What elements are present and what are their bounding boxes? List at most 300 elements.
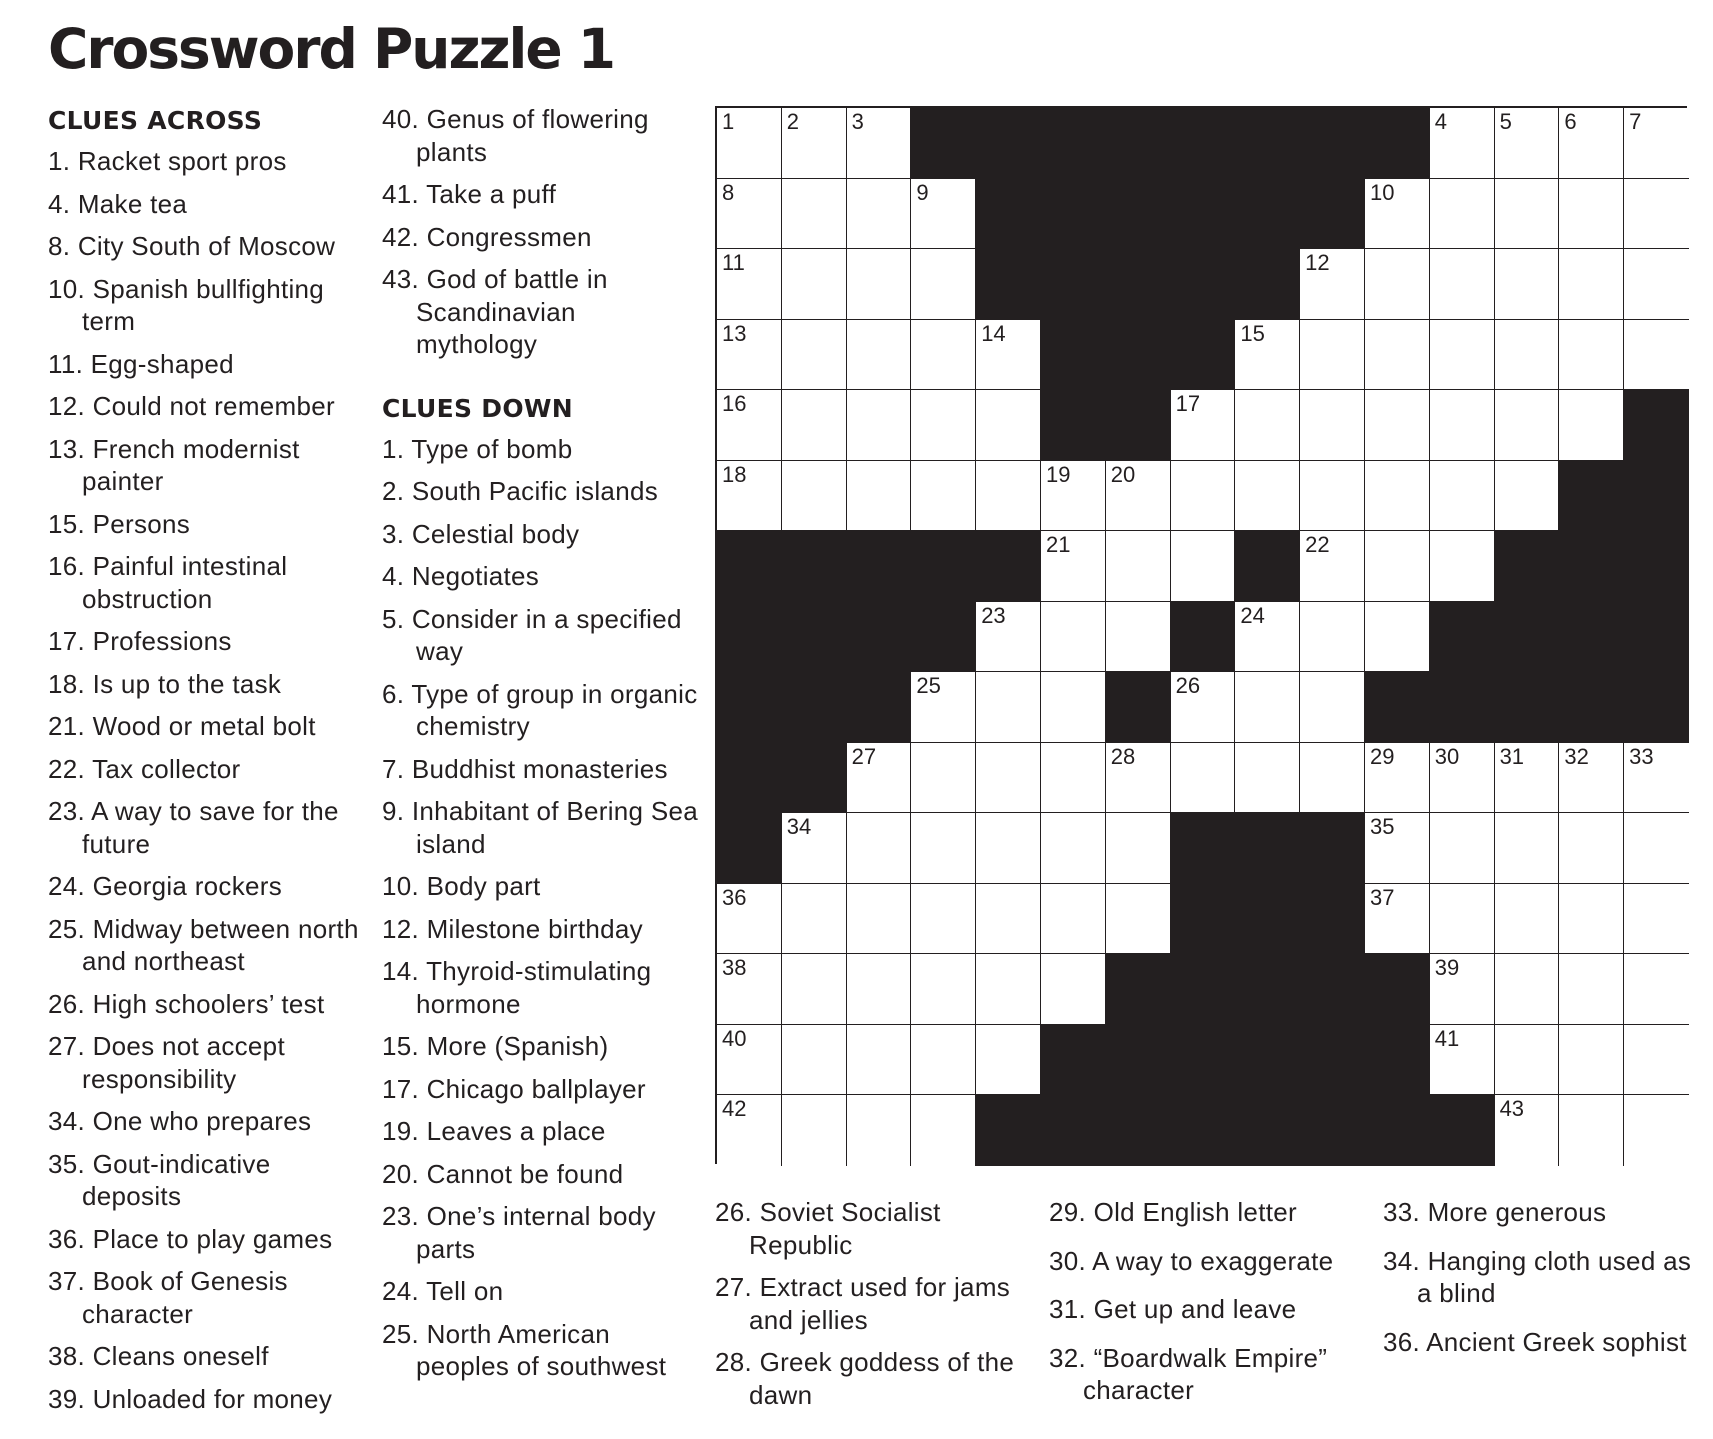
grid-cell[interactable] <box>1495 1025 1560 1096</box>
clue-text: Negotiates <box>411 561 540 591</box>
grid-cell[interactable] <box>847 108 912 179</box>
grid-cell[interactable] <box>976 743 1041 814</box>
grid-block <box>1171 813 1236 884</box>
grid-cell[interactable] <box>782 813 847 884</box>
grid-cell[interactable] <box>1300 461 1365 532</box>
grid-cell[interactable] <box>717 461 782 532</box>
grid-block <box>1041 249 1106 320</box>
across-clue <box>48 1383 360 1416</box>
clue-text: Painful intestinal obstruction <box>82 551 288 614</box>
grid-cell[interactable] <box>1495 108 1560 179</box>
grid-cell[interactable] <box>1365 320 1430 391</box>
grid-cell[interactable] <box>1430 1025 1495 1096</box>
cell-number: 25 <box>916 673 941 699</box>
down-clue <box>715 1346 1045 1411</box>
clue-text: Thyroid-stimulating hormone <box>416 956 652 1019</box>
grid-cell[interactable] <box>1365 884 1430 955</box>
grid-cell[interactable] <box>782 249 847 320</box>
clues-down-heading: CLUES DOWN <box>382 393 573 423</box>
across-clue <box>48 1148 360 1213</box>
grid-cell[interactable] <box>847 954 912 1025</box>
grid-cell[interactable] <box>1624 108 1689 179</box>
grid-cell[interactable] <box>1495 813 1560 884</box>
grid-cell[interactable] <box>782 320 847 391</box>
clue-text: Cannot be found <box>426 1158 624 1189</box>
clue-text: A way to save for the future <box>82 796 339 859</box>
clue-text: One who prepares <box>92 1106 312 1136</box>
grid-block <box>1171 249 1236 320</box>
grid-block <box>1235 1095 1300 1166</box>
clue-number: 13. <box>48 433 93 464</box>
grid-cell[interactable] <box>911 1095 976 1166</box>
grid-block <box>1106 108 1171 179</box>
grid-cell[interactable] <box>1559 813 1624 884</box>
grid-cell[interactable] <box>847 461 912 532</box>
clues-down-column-3 <box>715 1196 1045 1421</box>
grid-cell[interactable] <box>1235 320 1300 391</box>
grid-cell[interactable] <box>1235 390 1300 461</box>
grid-block <box>1235 954 1300 1025</box>
clue-number: 22. <box>48 753 93 784</box>
grid-block <box>1559 672 1624 743</box>
clue-text: More (Spanish) <box>426 1031 609 1061</box>
grid-cell[interactable] <box>976 672 1041 743</box>
grid-cell[interactable] <box>1559 1025 1624 1096</box>
grid-cell[interactable] <box>1235 743 1300 814</box>
grid-cell[interactable] <box>1300 390 1365 461</box>
grid-cell[interactable] <box>1624 320 1689 391</box>
grid-cell[interactable] <box>782 179 847 250</box>
clue-number: 29. <box>1049 1197 1094 1227</box>
grid-cell[interactable] <box>1235 672 1300 743</box>
grid-block <box>717 531 782 602</box>
grid-cell[interactable] <box>847 390 912 461</box>
grid-block <box>717 672 782 743</box>
clue-text: High schoolers’ test <box>92 988 325 1019</box>
grid-cell[interactable] <box>1624 813 1689 884</box>
down-clue <box>1383 1196 1703 1229</box>
clue-number: 33. <box>1383 1197 1428 1227</box>
grid-cell[interactable] <box>782 108 847 179</box>
grid-cell[interactable] <box>847 884 912 955</box>
cell-number: 21 <box>1045 532 1071 558</box>
down-clue <box>382 753 702 786</box>
grid-cell[interactable] <box>1171 531 1236 602</box>
clue-number: 3. <box>382 518 412 549</box>
grid-cell[interactable] <box>1365 249 1430 320</box>
grid-cell[interactable] <box>976 390 1041 461</box>
cell-number: 3 <box>851 109 864 134</box>
across-clue <box>48 870 360 903</box>
down-clue <box>382 560 702 593</box>
clue-number: 36. <box>1383 1326 1427 1357</box>
clue-number: 7. <box>382 753 412 784</box>
grid-cell[interactable] <box>782 884 847 955</box>
clue-text: French modernist painter <box>82 433 300 496</box>
grid-cell[interactable] <box>1300 531 1365 602</box>
clue-text: North American peoples of southwest <box>416 1318 667 1381</box>
grid-cell[interactable] <box>717 108 782 179</box>
clue-text: More generous <box>1427 1197 1607 1227</box>
clue-number: 34. <box>48 1106 93 1136</box>
grid-cell[interactable] <box>1559 179 1624 250</box>
grid-cell[interactable] <box>976 954 1041 1025</box>
clue-number: 25. <box>48 913 93 944</box>
clue-text: Georgia rockers <box>92 871 283 901</box>
grid-cell[interactable] <box>1495 390 1560 461</box>
grid-cell[interactable] <box>1106 461 1171 532</box>
clue-text: Gout-indicative deposits <box>82 1148 271 1211</box>
grid-block <box>782 672 847 743</box>
grid-cell[interactable] <box>976 602 1041 673</box>
grid-cell[interactable] <box>1106 884 1171 955</box>
grid-block <box>1495 531 1560 602</box>
grid-cell[interactable] <box>1365 461 1430 532</box>
grid-cell[interactable] <box>1365 179 1430 250</box>
grid-cell[interactable] <box>1041 813 1106 884</box>
down-clue <box>382 518 702 551</box>
across-clue <box>48 348 360 381</box>
grid-cell[interactable] <box>1171 390 1236 461</box>
grid-cell[interactable] <box>1365 390 1430 461</box>
cell-number: 40 <box>722 1025 747 1051</box>
clue-text: City South of Moscow <box>77 231 336 261</box>
clue-text: Does not accept responsibility <box>82 1031 285 1094</box>
clue-text: Persons <box>92 508 191 539</box>
grid-cell[interactable] <box>1495 320 1560 391</box>
grid-block <box>911 602 976 673</box>
clue-number: 25. <box>382 1318 427 1349</box>
grid-block <box>717 743 782 814</box>
cell-number: 43 <box>1499 1096 1525 1122</box>
clue-text: Genus of flowering plants <box>416 104 649 167</box>
clue-number: 15. <box>382 1031 427 1061</box>
grid-block <box>1300 1025 1365 1096</box>
grid-cell[interactable] <box>717 1095 782 1166</box>
grid-cell[interactable] <box>1495 461 1560 532</box>
clue-number: 2. <box>382 476 412 506</box>
grid-cell[interactable] <box>1300 602 1365 673</box>
grid-cell[interactable] <box>1430 461 1495 532</box>
clue-text: Celestial body <box>411 518 580 549</box>
grid-cell[interactable] <box>1171 672 1236 743</box>
grid-cell[interactable] <box>911 320 976 391</box>
cell-number: 9 <box>916 179 929 205</box>
grid-block <box>1041 179 1106 250</box>
grid-cell[interactable] <box>782 390 847 461</box>
grid-cell[interactable] <box>911 1025 976 1096</box>
grid-cell[interactable] <box>976 1025 1041 1096</box>
grid-cell[interactable] <box>1041 884 1106 955</box>
clue-text: Place to play games <box>92 1223 333 1254</box>
grid-cell[interactable] <box>1106 743 1171 814</box>
grid-cell[interactable] <box>1559 249 1624 320</box>
clue-number: 30. <box>1049 1245 1093 1276</box>
across-clue <box>48 1105 360 1138</box>
grid-block <box>1495 672 1560 743</box>
grid-cell[interactable] <box>1041 672 1106 743</box>
across-clue <box>48 145 360 178</box>
clue-text: Type of group in organic chemistry <box>411 678 698 741</box>
grid-cell[interactable] <box>1106 813 1171 884</box>
grid-cell[interactable] <box>717 249 782 320</box>
grid-cell[interactable] <box>847 249 912 320</box>
grid-cell[interactable] <box>717 179 782 250</box>
cell-number: 37 <box>1369 884 1395 910</box>
grid-block <box>847 531 912 602</box>
grid-block <box>1300 108 1365 179</box>
clue-number: 4. <box>48 188 78 219</box>
clue-number: 4. <box>382 561 412 591</box>
cell-number: 1 <box>722 109 735 134</box>
grid-block <box>1106 1025 1171 1096</box>
grid-block <box>717 813 782 884</box>
grid-cell[interactable] <box>1430 743 1495 814</box>
grid-cell[interactable] <box>976 813 1041 884</box>
grid-cell[interactable] <box>1430 108 1495 179</box>
grid-cell[interactable] <box>782 461 847 532</box>
grid-cell[interactable] <box>911 390 976 461</box>
across-clue <box>48 230 360 263</box>
grid-cell[interactable] <box>1559 884 1624 955</box>
grid-cell[interactable] <box>1559 390 1624 461</box>
grid-cell[interactable] <box>1365 531 1430 602</box>
grid-cell[interactable] <box>1041 602 1106 673</box>
clue-text: Soviet Socialist Republic <box>749 1197 941 1260</box>
grid-cell[interactable] <box>1365 813 1430 884</box>
clue-number: 1. <box>382 433 412 464</box>
grid-cell[interactable] <box>717 390 782 461</box>
grid-cell[interactable] <box>1430 531 1495 602</box>
grid-cell[interactable] <box>1235 461 1300 532</box>
grid-cell[interactable] <box>1624 743 1689 814</box>
grid-cell[interactable] <box>1041 461 1106 532</box>
grid-block <box>1559 602 1624 673</box>
clue-text: Extract used for jams and jellies <box>749 1272 1011 1335</box>
down-clue <box>382 1158 702 1191</box>
grid-cell[interactable] <box>1559 1095 1624 1166</box>
clue-number: 10. <box>48 273 93 304</box>
grid-cell[interactable] <box>1495 954 1560 1025</box>
cell-number: 6 <box>1564 109 1577 134</box>
cell-number: 16 <box>722 391 747 417</box>
grid-block <box>1624 390 1689 461</box>
down-clue <box>715 1196 1045 1261</box>
down-clue <box>1049 1245 1379 1278</box>
grid-cell[interactable] <box>1300 672 1365 743</box>
grid-block <box>976 531 1041 602</box>
cell-number: 33 <box>1629 743 1654 769</box>
grid-cell[interactable] <box>847 179 912 250</box>
grid-cell[interactable] <box>1624 179 1689 250</box>
grid-cell[interactable] <box>976 884 1041 955</box>
clues-across-heading: CLUES ACROSS <box>48 106 263 135</box>
clue-number: 8. <box>48 231 78 261</box>
grid-cell[interactable] <box>1430 390 1495 461</box>
grid-cell[interactable] <box>847 813 912 884</box>
grid-cell[interactable] <box>1624 954 1689 1025</box>
grid-cell[interactable] <box>1559 743 1624 814</box>
grid-cell[interactable] <box>911 249 976 320</box>
grid-cell[interactable] <box>1430 320 1495 391</box>
grid-block <box>1171 602 1236 673</box>
across-clue <box>48 710 360 743</box>
grid-block <box>1041 390 1106 461</box>
clue-text: Greek goddess of the dawn <box>749 1347 1015 1410</box>
across-clue <box>382 178 702 211</box>
clue-text: Professions <box>92 626 232 656</box>
grid-block <box>1171 884 1236 955</box>
grid-cell[interactable] <box>1559 954 1624 1025</box>
grid-cell[interactable] <box>911 672 976 743</box>
clue-text: Is up to the task <box>92 668 282 699</box>
grid-cell[interactable] <box>1430 954 1495 1025</box>
clue-number: 42. <box>382 221 427 252</box>
clue-text: Cleans oneself <box>92 1341 269 1371</box>
clue-number: 9. <box>382 796 412 826</box>
grid-cell[interactable] <box>911 179 976 250</box>
grid-cell[interactable] <box>847 743 912 814</box>
clue-text: Spanish bullfighting term <box>82 273 325 336</box>
clue-text: Midway between north and northeast <box>82 913 359 976</box>
clues-column-2 <box>382 103 702 1393</box>
grid-cell[interactable] <box>1430 813 1495 884</box>
grid-cell[interactable] <box>1171 743 1236 814</box>
clue-text: Chicago ballplayer <box>426 1073 646 1104</box>
clue-number: 20. <box>382 1158 427 1189</box>
clue-text: Could not remember <box>92 391 335 421</box>
grid-cell[interactable] <box>1041 954 1106 1025</box>
clue-text: One’s internal body parts <box>416 1201 656 1264</box>
clue-number: 36. <box>48 1223 93 1254</box>
cell-number: 31 <box>1499 743 1525 769</box>
clue-text: Wood or metal bolt <box>92 711 316 741</box>
clue-text: Congressmen <box>426 221 592 252</box>
down-clue <box>382 603 702 668</box>
cell-number: 28 <box>1110 743 1136 769</box>
grid-cell[interactable] <box>1495 884 1560 955</box>
grid-cell[interactable] <box>1041 531 1106 602</box>
cell-number: 10 <box>1369 179 1395 205</box>
grid-cell[interactable] <box>717 954 782 1025</box>
grid-cell[interactable] <box>1495 1095 1560 1166</box>
grid-cell[interactable] <box>1365 602 1430 673</box>
grid-block <box>1106 320 1171 391</box>
grid-block <box>1171 320 1236 391</box>
clue-number: 31. <box>1049 1294 1094 1324</box>
grid-cell[interactable] <box>911 461 976 532</box>
cell-number: 17 <box>1175 391 1201 417</box>
clue-number: 18. <box>48 668 93 699</box>
grid-cell[interactable] <box>1430 884 1495 955</box>
grid-cell[interactable] <box>1624 884 1689 955</box>
across-clue <box>48 913 360 978</box>
grid-cell[interactable] <box>847 1095 912 1166</box>
clue-text: Type of bomb <box>411 433 573 464</box>
across-clue <box>382 263 702 361</box>
clue-number: 27. <box>715 1272 760 1302</box>
grid-cell[interactable] <box>1430 249 1495 320</box>
grid-block <box>1171 179 1236 250</box>
grid-cell[interactable] <box>1624 1025 1689 1096</box>
grid-cell[interactable] <box>1365 743 1430 814</box>
grid-block <box>1106 672 1171 743</box>
clue-number: 24. <box>48 871 93 901</box>
grid-block <box>1106 179 1171 250</box>
cell-number: 32 <box>1564 743 1589 769</box>
grid-block <box>1235 179 1300 250</box>
grid-cell[interactable] <box>1495 249 1560 320</box>
grid-cell[interactable] <box>911 884 976 955</box>
cell-number: 38 <box>722 955 747 981</box>
grid-cell[interactable] <box>1300 249 1365 320</box>
down-clue <box>382 870 702 903</box>
grid-block <box>847 672 912 743</box>
grid-cell[interactable] <box>847 1025 912 1096</box>
cell-number: 34 <box>786 814 812 840</box>
clue-number: 23. <box>382 1201 427 1231</box>
down-clue <box>382 1318 702 1383</box>
grid-cell[interactable] <box>976 461 1041 532</box>
clue-number: 23. <box>48 796 92 826</box>
grid-cell[interactable] <box>1559 108 1624 179</box>
grid-cell[interactable] <box>717 884 782 955</box>
cell-number: 4 <box>1434 109 1448 134</box>
across-clue <box>48 625 360 658</box>
grid-cell[interactable] <box>1559 320 1624 391</box>
grid-block <box>1365 672 1430 743</box>
grid-cell[interactable] <box>1300 320 1365 391</box>
grid-block <box>847 602 912 673</box>
grid-cell[interactable] <box>911 813 976 884</box>
clue-number: 6. <box>382 678 412 709</box>
down-clue <box>1049 1196 1379 1229</box>
down-clue <box>382 955 702 1020</box>
grid-block <box>1624 531 1689 602</box>
grid-cell[interactable] <box>976 320 1041 391</box>
grid-cell[interactable] <box>847 320 912 391</box>
across-clue <box>48 988 360 1021</box>
grid-cell[interactable] <box>911 743 976 814</box>
grid-cell[interactable] <box>1624 1095 1689 1166</box>
grid-cell[interactable] <box>1106 602 1171 673</box>
grid-cell[interactable] <box>911 954 976 1025</box>
down-clue <box>382 1115 702 1148</box>
grid-cell[interactable] <box>782 1025 847 1096</box>
grid-cell[interactable] <box>1624 249 1689 320</box>
grid-block <box>976 1095 1041 1166</box>
down-clue <box>382 1275 702 1308</box>
grid-cell[interactable] <box>1041 743 1106 814</box>
grid-block <box>1300 1095 1365 1166</box>
grid-block <box>1559 461 1624 532</box>
grid-cell[interactable] <box>1235 602 1300 673</box>
grid-cell[interactable] <box>782 1095 847 1166</box>
clue-number: 14. <box>382 956 427 986</box>
grid-cell[interactable] <box>782 954 847 1025</box>
grid-cell[interactable] <box>717 320 782 391</box>
grid-block <box>1365 1025 1430 1096</box>
grid-block <box>1300 813 1365 884</box>
grid-cell[interactable] <box>1495 743 1560 814</box>
grid-cell[interactable] <box>1430 179 1495 250</box>
grid-cell[interactable] <box>1495 179 1560 250</box>
grid-cell[interactable] <box>1300 743 1365 814</box>
grid-cell[interactable] <box>717 1025 782 1096</box>
grid-cell[interactable] <box>1106 531 1171 602</box>
grid-cell[interactable] <box>1171 461 1236 532</box>
clue-number: 35. <box>48 1148 93 1179</box>
